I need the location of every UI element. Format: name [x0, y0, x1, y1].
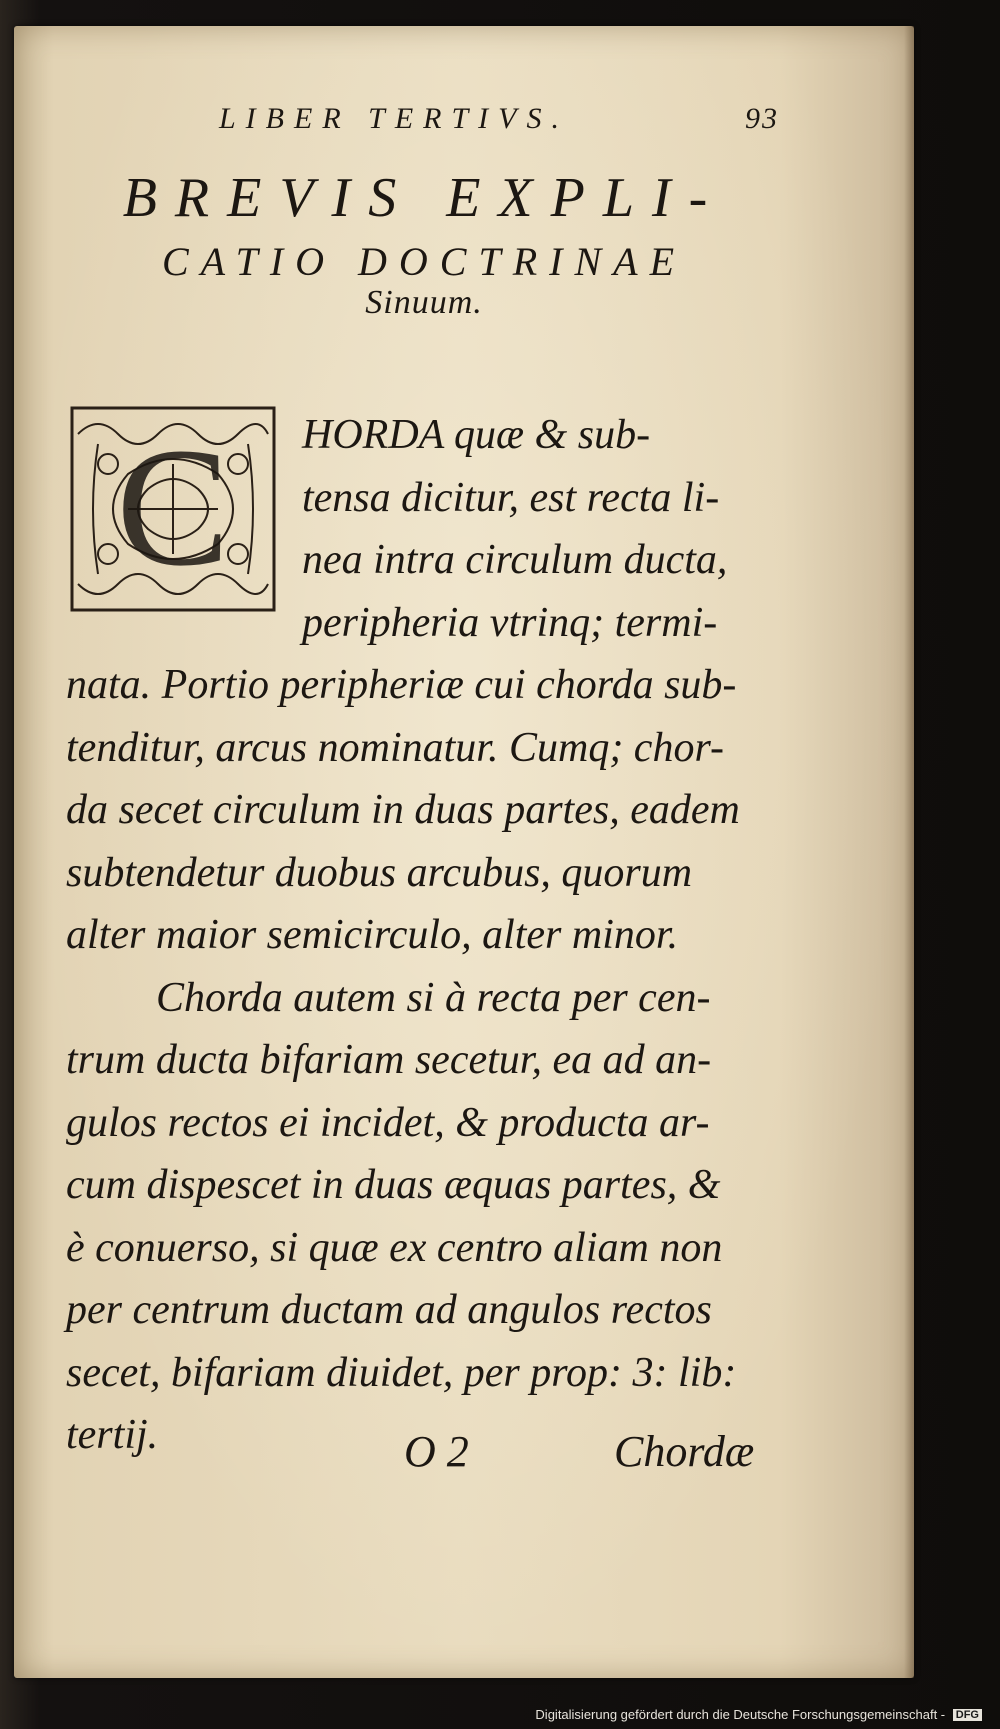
- body-line: da secet circulum in duas partes, eadem: [66, 787, 740, 833]
- body-line: secet, bifariam diuidet, per prop: 3: lib:: [66, 1349, 737, 1396]
- dfg-logo: DFG: [953, 1709, 982, 1721]
- body-line: subtendetur duobus arcubus, quorum: [66, 849, 693, 896]
- body-line: HORDA quæ & sub-: [302, 412, 651, 458]
- body-line: alter maior semicirculo, alter minor.: [66, 912, 679, 958]
- body-line: tensa dicitur, est recta li-: [302, 474, 720, 521]
- signature-mark: O 2: [404, 1427, 469, 1476]
- credit-text: Digitalisierung gefördert durch die Deutsche Forschungsgemeinschaft -: [535, 1707, 946, 1722]
- body-line: è conuerso, si quæ ex centro aliam non: [66, 1224, 723, 1271]
- heading-line-1: BREVIS EXPLI-: [122, 167, 726, 229]
- body-text: [66, 404, 806, 1467]
- body-line: tenditur, arcus nominatur. Cumq; chor-: [66, 724, 724, 771]
- body-line: gulos rectos ei incidet, & producta ar-: [66, 1099, 710, 1146]
- body-line: peripheria vtrinq; termi-: [302, 599, 718, 646]
- catchword: Chordæ: [614, 1427, 755, 1476]
- body-line: tertij.: [66, 1412, 159, 1458]
- running-head: [219, 102, 779, 142]
- body-line: trum ducta bifariam secetur, ea ad an-: [66, 1037, 712, 1083]
- body-line: nea intra circulum ducta,: [302, 537, 728, 583]
- book-page: [14, 26, 914, 1678]
- initial-letter: C: [116, 413, 230, 601]
- heading-line-3: Sinuum.: [365, 284, 483, 321]
- folio-number: 93: [745, 102, 779, 135]
- digitization-credit: [535, 1707, 982, 1725]
- heading-line-2: CATIO DOCTRINAE: [161, 239, 687, 284]
- page-edge-shadow: [904, 26, 914, 1678]
- body-line: cum dispescet in duas æquas partes, &: [66, 1162, 721, 1208]
- body-line: Chorda autem si à recta per cen-: [156, 974, 711, 1021]
- body-line: per centrum ductam ad angulos rectos: [66, 1287, 712, 1333]
- running-title: LIBER TERTIVS.: [219, 102, 569, 135]
- body-line: nata. Portio peripheriæ cui chorda sub-: [66, 662, 737, 708]
